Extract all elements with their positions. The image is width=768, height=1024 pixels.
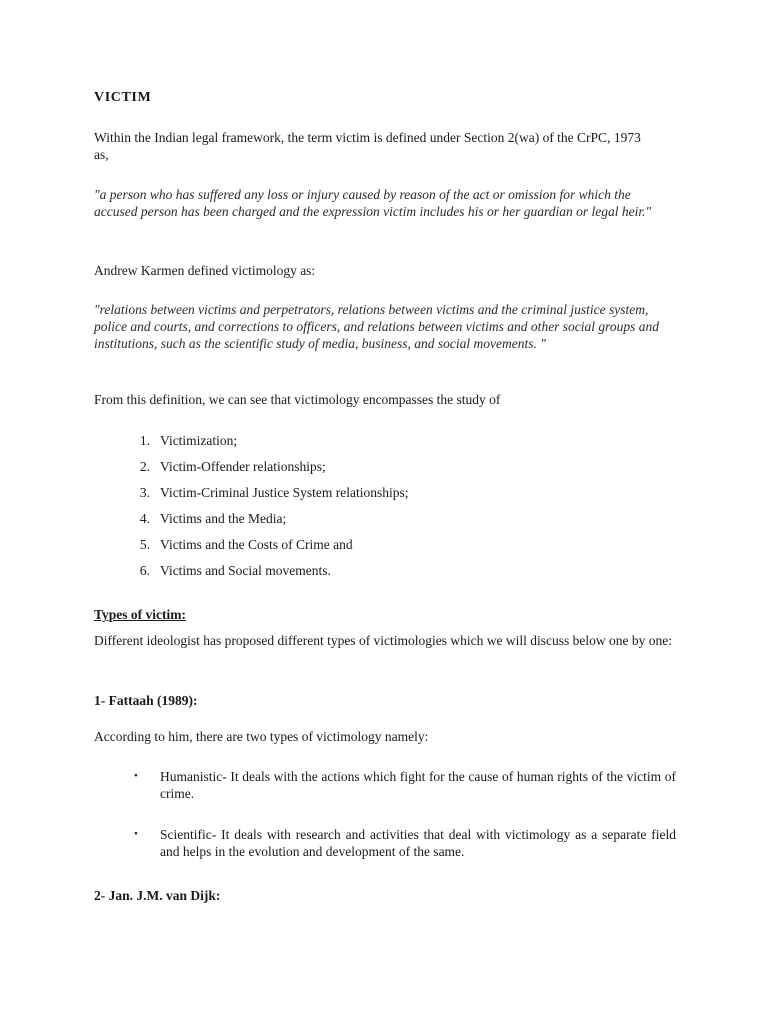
list-item	[120, 484, 620, 510]
list-item-number: 3.	[139, 485, 150, 500]
study-list	[120, 432, 620, 588]
types-paragraph: Different ideologist has proposed different types of victimologies which we will discuss below one by one:	[94, 633, 673, 648]
fattaah-heading: 1- Fattaah (1989):	[94, 693, 198, 708]
list-item-number: 1.	[139, 433, 150, 448]
list-item-number: 5.	[139, 537, 150, 552]
bullet-icon: •	[134, 770, 138, 782]
definition-paragraph: Within the Indian legal framework, the term victim is defined under Section 2(wa) of the CrPC, 1973 as,	[94, 130, 641, 162]
list-item-text: Victims and Social movements.	[160, 563, 331, 578]
list-item	[120, 826, 676, 860]
list-item-text: Victims and the Costs of Crime and	[160, 537, 353, 552]
fattaah-paragraph: According to him, there are two types of victimology namely:	[94, 729, 429, 744]
list-item-number: 6.	[139, 563, 150, 578]
types-heading: Types of victim:	[94, 607, 186, 622]
bullet-icon: •	[134, 828, 138, 840]
list-item-text: Victim-Criminal Justice System relationships;	[160, 485, 409, 500]
encompasses-paragraph: From this definition, we can see that victimology encompasses the study of	[94, 392, 501, 407]
list-item-number: 2.	[139, 459, 150, 474]
list-item	[120, 562, 620, 588]
list-item	[120, 510, 620, 536]
crpc-quote: "a person who has suffered any loss or injury caused by reason of the act or omission for which the accused person has been charged and the expression victim includes his or her guardian or legal heir."	[94, 187, 652, 219]
karmen-paragraph: Andrew Karmen defined victimology as:	[94, 263, 316, 278]
bullet-text: Scientific- It deals with research and activities that deal with victimology as a separate field and helps in the evolution and development of the same.	[160, 827, 676, 859]
list-item	[120, 458, 620, 484]
karmen-quote: "relations between victims and perpetrators, relations between victims and the criminal justice system, police and courts, and corrections to officers, and relations between victims and other social groups and institutions, such as the scientific study of media, business, and social movements. "	[94, 302, 660, 351]
document-title: VICTIM	[94, 90, 152, 105]
list-item-text: Victim-Offender relationships;	[160, 459, 326, 474]
list-item	[120, 432, 620, 458]
bullet-text: Humanistic- It deals with the actions which fight for the cause of human rights of the victim of crime.	[160, 769, 676, 801]
fattaah-bullet-list	[120, 768, 676, 884]
list-item-text: Victims and the Media;	[160, 511, 287, 526]
list-item	[120, 768, 676, 802]
list-item-text: Victimization;	[160, 433, 238, 448]
list-item-number: 4.	[139, 511, 150, 526]
dijk-heading: 2- Jan. J.M. van Dijk:	[94, 888, 221, 903]
list-item	[120, 536, 620, 562]
